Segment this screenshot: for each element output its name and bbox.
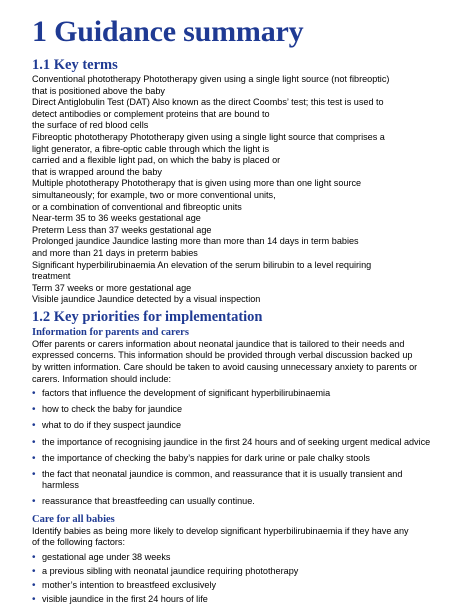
key-term-line: Multiple phototherapy Phototherapy that is given using more than one light source: [32, 178, 362, 189]
key-term-line: Significant hyperbilirubinaemia An elevation of the serum bilirubin to a level requiring: [32, 259, 372, 270]
bullet-icon: •: [32, 551, 36, 563]
section-heading-key-priorities: 1.2 Key priorities for implementation: [32, 308, 263, 325]
bullet-item: [32, 420, 445, 432]
bullet-text: reassurance that breastfeeding can usually continue.: [42, 496, 255, 507]
bullet-text: the fact that neonatal jaundice is common, and reassurance that it is usually transient and: [42, 468, 403, 479]
bullet-text: the importance of recognising jaundice in the first 24 hours and of seeking urgent medical advice: [42, 436, 431, 447]
bullet-icon: •: [32, 404, 36, 416]
bullet-text: a previous sibling with neonatal jaundice requiring phototherapy: [42, 565, 299, 576]
bullet-icon: •: [32, 593, 36, 605]
paragraph-line: Identify babies as being more likely to develop significant hyperbilirubinaemia if they have any: [32, 525, 409, 536]
paragraph-line: expressed concerns. This information should be provided through verbal discussion backed up: [32, 350, 413, 361]
bullet-icon: •: [32, 420, 36, 432]
key-term-line: Visible jaundice Jaundice detected by a visual inspection: [32, 294, 261, 305]
bullet-item: [32, 566, 445, 578]
bullet-item: [32, 388, 445, 400]
paragraph-line: by written information. Care should be taken to avoid causing unnecessary anxiety to parents or: [32, 362, 418, 373]
paragraph-line: Offer parents or carers information about neonatal jaundice that is tailored to their needs and: [32, 338, 405, 349]
subheading-care-for-all-babies: Care for all babies: [32, 513, 115, 525]
key-term-line: and more than 21 days in preterm babies: [32, 247, 198, 258]
bullet-item: [32, 404, 445, 416]
paragraph-line: carers. Information should include:: [32, 373, 172, 384]
bullet-item: [32, 437, 445, 449]
bullet-item: [32, 453, 445, 465]
page-title: 1 Guidance summary: [32, 15, 304, 48]
bullet-text: how to check the baby for jaundice: [42, 404, 183, 415]
key-term-line: that is wrapped around the baby: [32, 166, 162, 177]
key-term-line: simultaneously; for example, two or more conventional units,: [32, 189, 276, 200]
bullet-icon: •: [32, 452, 36, 464]
key-term-line: Prolonged jaundice Jaundice lasting more than more than 14 days in term babies: [32, 236, 359, 247]
key-term-line: carried and a flexible light pad, on which the baby is placed or: [32, 155, 281, 166]
key-term-line: treatment: [32, 271, 71, 282]
key-term-line: Near-term 35 to 36 weeks gestational age: [32, 213, 201, 224]
key-term-line: or a combination of conventional and fibreoptic units: [32, 201, 242, 212]
section-heading-key-terms: 1.1 Key terms: [32, 57, 118, 73]
bullet-icon: •: [32, 565, 36, 577]
bullet-text: what to do if they suspect jaundice: [42, 420, 182, 431]
risk-factors-bullet-list: [32, 552, 445, 606]
key-term-line: Preterm Less than 37 weeks gestational age: [32, 224, 212, 235]
bullet-text: the importance of checking the baby’s nappies for dark urine or pale chalky stools: [42, 452, 370, 463]
key-term-line: Conventional phototherapy Phototherapy given using a single light source (not fibreoptic): [32, 74, 390, 84]
parents-info-bullet-list: [32, 388, 445, 508]
bullet-icon: •: [32, 579, 36, 591]
bullet-text: factors that influence the development of significant hyperbilirubinaemia: [42, 388, 331, 399]
key-term-line: Direct Antiglobulin Test (DAT) Also known as the direct Coombs’ test; this test is used to: [32, 97, 384, 108]
bullet-item: [32, 496, 445, 508]
bullet-text: mother’s intention to breastfeed exclusively: [42, 579, 217, 590]
key-term-line: light generator, a fibre-optic cable through which the light is: [32, 143, 270, 154]
care-intro-paragraph: [32, 526, 445, 549]
key-term-line: Fibreoptic phototherapy Phototherapy given using a single light source that comprises a: [32, 131, 385, 142]
parents-intro-paragraph: [32, 339, 445, 385]
bullet-icon: •: [32, 468, 36, 480]
bullet-item: [32, 552, 445, 564]
key-term-line: that is positioned above the baby: [32, 85, 165, 96]
key-term-line: the surface of red blood cells: [32, 120, 149, 131]
key-term-line: detect antibodies or complement proteins that are bound to: [32, 108, 270, 119]
paragraph-line: of the following factors:: [32, 537, 126, 548]
bullet-icon: •: [32, 388, 36, 400]
bullet-item: [32, 469, 445, 492]
bullet-text: visible jaundice in the first 24 hours of life: [42, 593, 208, 604]
bullet-icon: •: [32, 496, 36, 508]
bullet-text: harmless: [42, 480, 79, 491]
bullet-text: gestational age under 38 weeks: [42, 551, 171, 562]
bullet-icon: •: [32, 436, 36, 448]
subheading-information-for-parents: Information for parents and carers: [32, 326, 189, 338]
bullet-item: [32, 580, 445, 592]
key-term-line: Term 37 weeks or more gestational age: [32, 282, 192, 293]
key-terms-list: [32, 74, 445, 306]
